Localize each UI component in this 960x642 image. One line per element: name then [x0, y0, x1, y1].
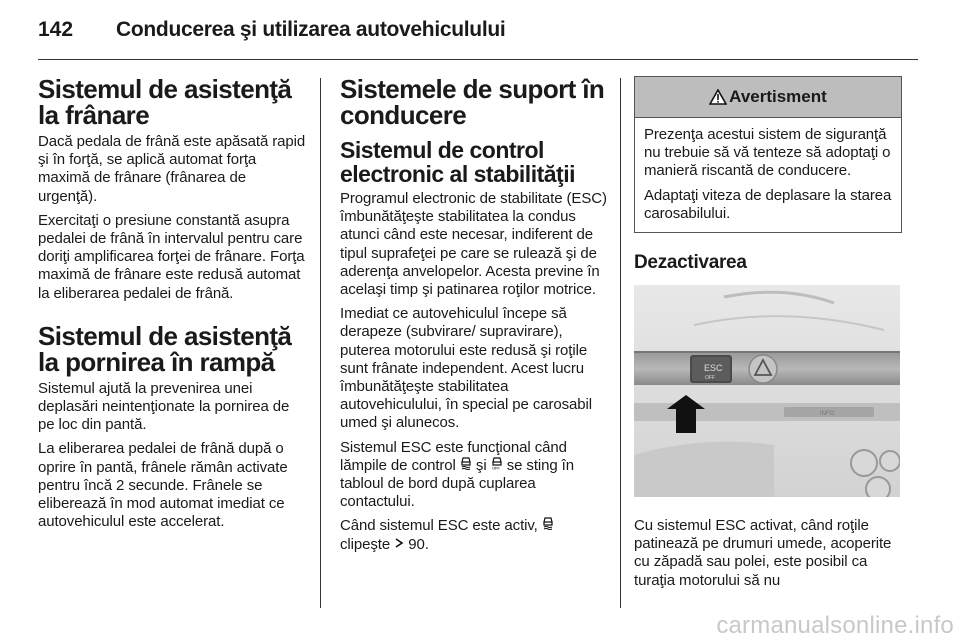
- page-number: 142: [38, 18, 74, 41]
- column-divider-2: [620, 78, 621, 608]
- brake-assist-heading: Sistemul de asistenţă la frânare: [38, 74, 292, 130]
- chapter-title: Conducerea şi utilizarea autovehiculului: [116, 18, 506, 41]
- esc-text-3b: se sting în tabloul de bord după cuplarea contactului.: [340, 456, 574, 511]
- hill-start-text-1: Sistemul ajută la prevenirea unei deplasări neintenţionate la pornirea de pe loc din pantă.: [38, 379, 290, 434]
- warning-text-1: Prezenţa acestui sistem de siguranţă nu trebuie să vă tenteze să adoptaţi o manieră riscantă de conducere.: [644, 126, 891, 180]
- esc-off-button-photo: [634, 285, 900, 497]
- page-ref-arrow-icon: [394, 536, 404, 554]
- warning-header: [635, 77, 901, 118]
- esc-text-3-and: şi: [475, 456, 487, 474]
- esc-text-4a: Când sistemul ESC este activ,: [340, 517, 538, 535]
- deactivation-text: Cu sistemul ESC activat, când roţile patinează pe drumuri umede, acoperite cu zăpadă sau polei, este posibil ca turaţia motorului să nu: [634, 517, 892, 589]
- esc-text-4: [340, 517, 608, 553]
- hill-start-text-2: La eliberarea pedalei de frână după o oprire în pantă, frânele rămân activate pentru încă 2 secunde. Frânele se eliberează în mod automat imediat ce autovehiculul este accelerat.: [38, 440, 288, 531]
- esc-off-lamp-icon: [491, 457, 503, 475]
- page-header: [38, 12, 918, 46]
- warning-text-2: Adaptaţi viteza de deplasare la starea carosabilului.: [644, 186, 892, 222]
- warning-body: [635, 118, 901, 232]
- svg-text:INFO: INFO: [820, 411, 835, 417]
- esc-text-1: Programul electronic de stabilitate (ESC) îmbunătăţeşte stabilitatea la condus atunci când este necesar, indiferent de tipul suprafeţei pe care se rulează şi de aderenţa anvelopelor. Acesta previne în acelaşi timp şi patinarea roţilor motrice.: [340, 190, 607, 299]
- svg-text:OFF: OFF: [705, 375, 715, 381]
- deactivation-heading: Dezactivarea: [634, 252, 747, 274]
- svg-text:OFF: OFF: [491, 465, 500, 470]
- warning-box: [634, 76, 902, 233]
- warning-title: Avertisment: [729, 87, 827, 106]
- esc-text-3a: Sistemul ESC este funcţional când lămpile de control: [340, 438, 567, 474]
- esc-lamp-icon-2: [542, 517, 554, 535]
- header-rule: [38, 59, 918, 60]
- hill-start-heading: Sistemul de asistenţă la pornirea în rampă: [38, 320, 292, 377]
- column-divider-1: [320, 78, 321, 608]
- esc-text-4b: clipeşte: [340, 535, 391, 553]
- esc-text-2: Imediat ce autovehiculul începe să derapeze (subvirare/ supravirare), puterea motorului este redusă şi roţile sunt frânate independent. Acest lucru îmbunătăţeşte stabilitatea autovehiculului, în special pe carosabil umed şi alunecos.: [340, 305, 592, 432]
- svg-text:ESC: ESC: [704, 363, 723, 373]
- column-2: [340, 76, 608, 554]
- page-ref-link[interactable]: 90.: [408, 535, 429, 553]
- watermark: carmanualsonline.info: [716, 612, 954, 639]
- brake-assist-text-2: Exercitaţi o presiune constantă asupra pedalei de frână în intervalul pentru care doriţi amplificarea forţei de frânare. Forţa maximă de frânare este redusă automat la eliberarea pedalei de frână.: [38, 211, 305, 302]
- driver-support-heading: Sistemele de suport în conducere: [340, 74, 605, 130]
- warning-triangle-icon: [709, 89, 727, 105]
- column-1: [38, 76, 306, 531]
- brake-assist-text-1: Dacă pedala de frână este apăsată rapid şi în forţă, se aplică automat forţa maximă de frânare (frânarea de urgenţă).: [38, 133, 306, 205]
- esc-heading: Sistemul de control electronic al stabilităţii: [340, 137, 575, 187]
- esc-text-3: [340, 439, 608, 512]
- esc-lamp-icon: [460, 457, 472, 475]
